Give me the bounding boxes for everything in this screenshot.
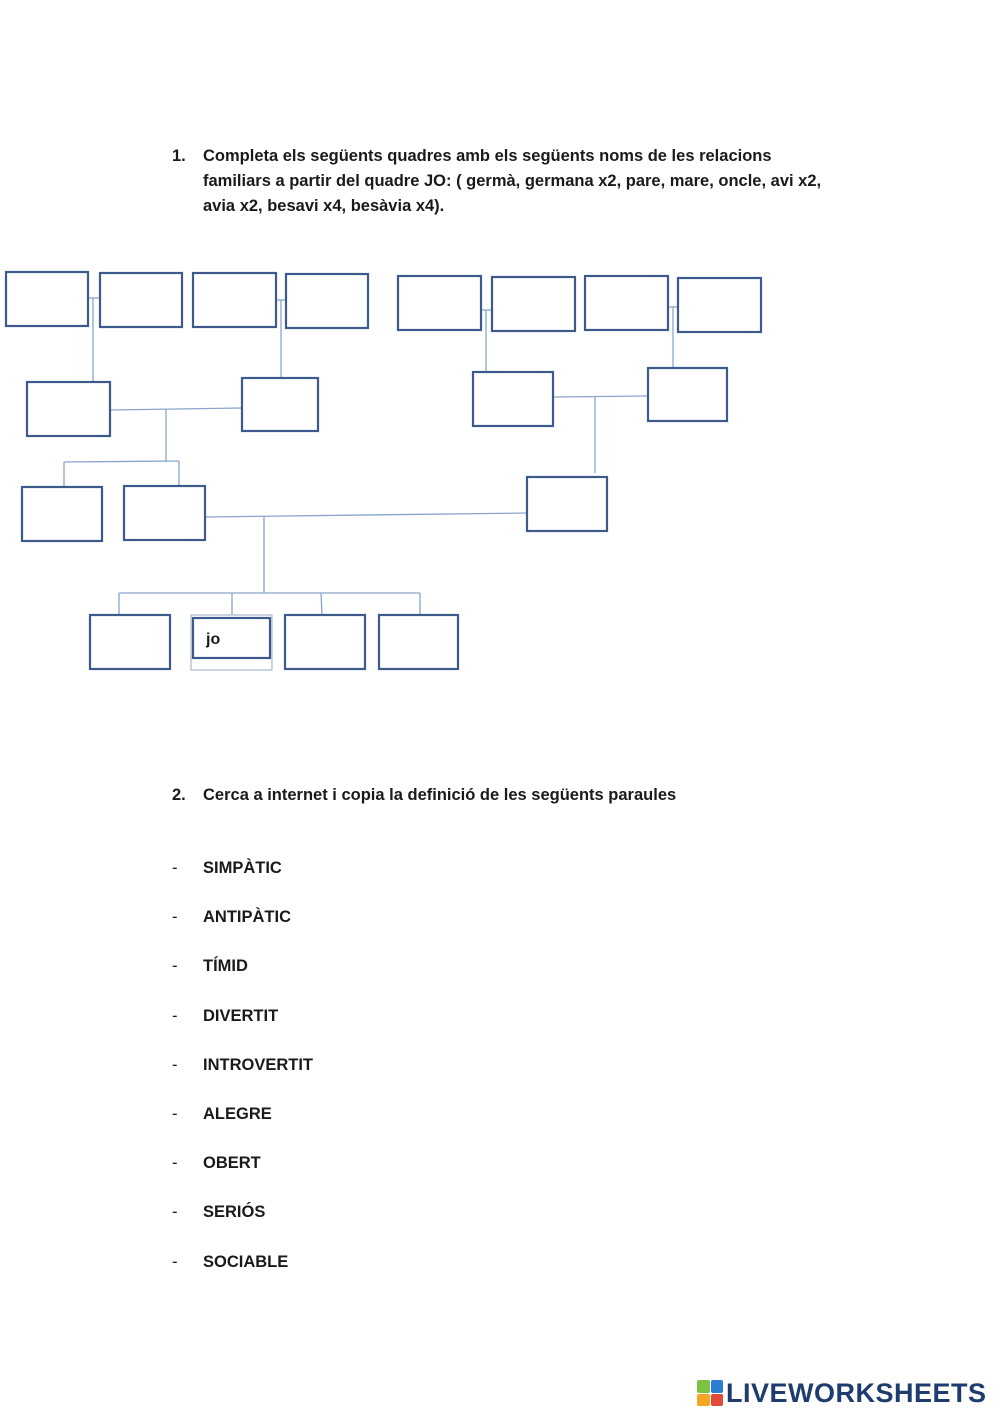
parent-box[interactable] (124, 486, 205, 540)
word-label: SIMPÀTIC (203, 859, 282, 877)
great-grandparent-box[interactable] (492, 277, 575, 331)
jo-box (193, 618, 270, 658)
logo-square (697, 1394, 710, 1407)
list-dash: - (172, 859, 178, 877)
family-tree (0, 260, 780, 680)
list-dash: - (172, 1104, 178, 1123)
connector (553, 396, 648, 397)
list-item (172, 905, 572, 954)
liveworksheets-wordmark: LIVEWORKSHEETS (726, 1377, 987, 1408)
word-label: DIVERTIT (203, 1006, 279, 1025)
grandparent-box[interactable] (242, 378, 318, 431)
tree-connectors (64, 298, 678, 616)
list-item (172, 954, 572, 1003)
list-item (172, 1102, 572, 1151)
list-item (172, 856, 572, 905)
list-item (172, 1004, 572, 1053)
list-item (172, 1053, 572, 1102)
liveworksheets-logo-icon (697, 1380, 723, 1406)
word-label: ALEGRE (203, 1104, 272, 1123)
list-dash: - (172, 1203, 178, 1222)
connector (64, 461, 179, 462)
word-label: ANTIPÀTIC (203, 908, 291, 927)
great-grandparent-box[interactable] (286, 274, 368, 328)
logo-square (711, 1380, 724, 1393)
sibling-box[interactable] (285, 615, 365, 669)
sibling-box[interactable] (90, 615, 170, 669)
list-dash: - (172, 1252, 178, 1271)
parent-box[interactable] (527, 477, 607, 531)
connector (205, 513, 527, 517)
logo-square (697, 1380, 710, 1393)
connector (321, 593, 322, 615)
word-label: SOCIABLE (203, 1252, 289, 1271)
question-2-number: 2. (172, 786, 186, 804)
great-grandparent-box[interactable] (193, 273, 276, 327)
grandparent-box[interactable] (473, 372, 553, 426)
great-grandparent-box[interactable] (398, 276, 481, 330)
great-grandparent-box[interactable] (678, 278, 761, 332)
logo-square (711, 1394, 724, 1407)
jo-label: jo (206, 631, 221, 648)
question-1-text: Completa els següents quadres amb els següents noms de les relacions familiars a partir del quadre JO: ( germà, germana x2, pare, mare, oncle, avi x2, avia x2, besavi x4, besàvia x4). (203, 147, 822, 215)
great-grandparent-box[interactable] (6, 272, 88, 326)
grandparent-box[interactable] (648, 368, 727, 421)
question-1-number: 1. (172, 147, 186, 165)
liveworksheets-brand (697, 1376, 987, 1410)
list-dash: - (172, 1055, 178, 1074)
grandparent-box[interactable] (27, 382, 110, 436)
list-dash: - (172, 1154, 178, 1173)
list-item (172, 1151, 572, 1200)
word-label: SERIÓS (203, 1203, 266, 1222)
word-label: TÍMID (203, 957, 248, 976)
uncle-box[interactable] (22, 487, 102, 541)
word-list (172, 856, 572, 1299)
sibling-box[interactable] (379, 615, 458, 669)
word-label: INTROVERTIT (203, 1055, 313, 1074)
great-grandparent-box[interactable] (585, 276, 668, 330)
list-dash: - (172, 957, 178, 976)
word-label: OBERT (203, 1154, 261, 1173)
question-1 (172, 144, 852, 224)
list-dash: - (172, 1006, 178, 1025)
great-grandparent-box[interactable] (100, 273, 182, 327)
question-2 (172, 783, 852, 809)
list-dash: - (172, 908, 178, 927)
connector (110, 408, 242, 410)
list-item (172, 1200, 572, 1249)
list-item (172, 1250, 572, 1299)
question-2-text: Cerca a internet i copia la definició de les següents paraules (203, 786, 677, 804)
